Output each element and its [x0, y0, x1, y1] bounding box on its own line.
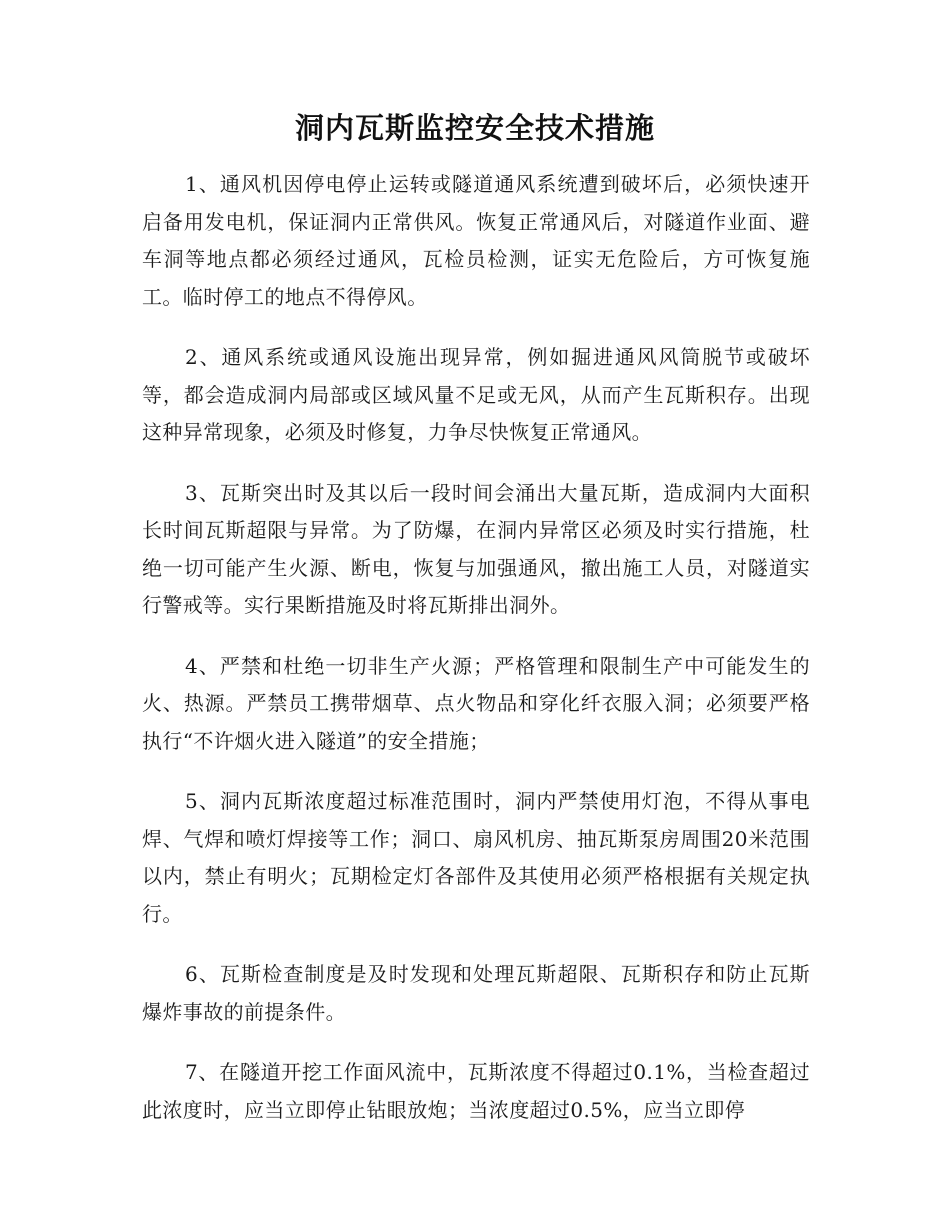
paragraph-1: 1、通风机因停电停止运转或隧道通风系统遭到破坏后，必须快速开启备用发电机，保证洞内正常供风。恢复正常通风后，对隧道作业面、避车洞等地点都必须经过通风，瓦检员检测，证实无危险后，方可恢复施工。临时停工的地点不得停风。 [142, 172, 810, 309]
paragraph-4: 4、严禁和杜绝一切非生产火源；严格管理和限制生产中可能发生的火、热源。严禁员工携带烟草、点火物品和穿化纤衣服入洞；必须要严格执行“不许烟火进入隧道”的安全措施； [142, 653, 810, 753]
paragraph-5: 5、洞内瓦斯浓度超过标准范围时，洞内严禁使用灯泡，不得从事电焊、气焊和喷灯焊接等工作；洞口、扇风机房、抽瓦斯泵房周围20米范围以内，禁止有明火；瓦期检定灯各部件及其使用必须严格根据有关规定执行。 [142, 789, 810, 926]
paragraph-7: 7、在隧道开挖工作面风流中，瓦斯浓度不得超过0.1%，当检查超过此浓度时，应当立即停止钻眼放炮；当浓度超过0.5%，应当立即停 [142, 1060, 810, 1122]
paragraph-3: 3、瓦斯突出时及其以后一段时间会涌出大量瓦斯，造成洞内大面积长时间瓦斯超限与异常。为了防爆，在洞内异常区必须及时实行措施，杜绝一切可能产生火源、断电，恢复与加强通风，撤出施工人员，对隧道实行警戒等。实行果断措施及时将瓦斯排出洞外。 [142, 480, 810, 617]
document-body [142, 166, 810, 1152]
document-title: 洞内瓦斯监控安全技术措施 [294, 111, 655, 145]
paragraph-6: 6、瓦斯检查制度是及时发现和处理瓦斯超限、瓦斯积存和防止瓦斯爆炸事故的前提条件。 [142, 962, 810, 1024]
paragraph-2: 2、通风系统或通风设施出现异常，例如掘进通风风筒脱节或破坏等，都会造成洞内局部或区域风量不足或无风，从而产生瓦斯积存。出现这种异常现象，必须及时修复，力争尽快恢复正常通风。 [142, 345, 810, 444]
